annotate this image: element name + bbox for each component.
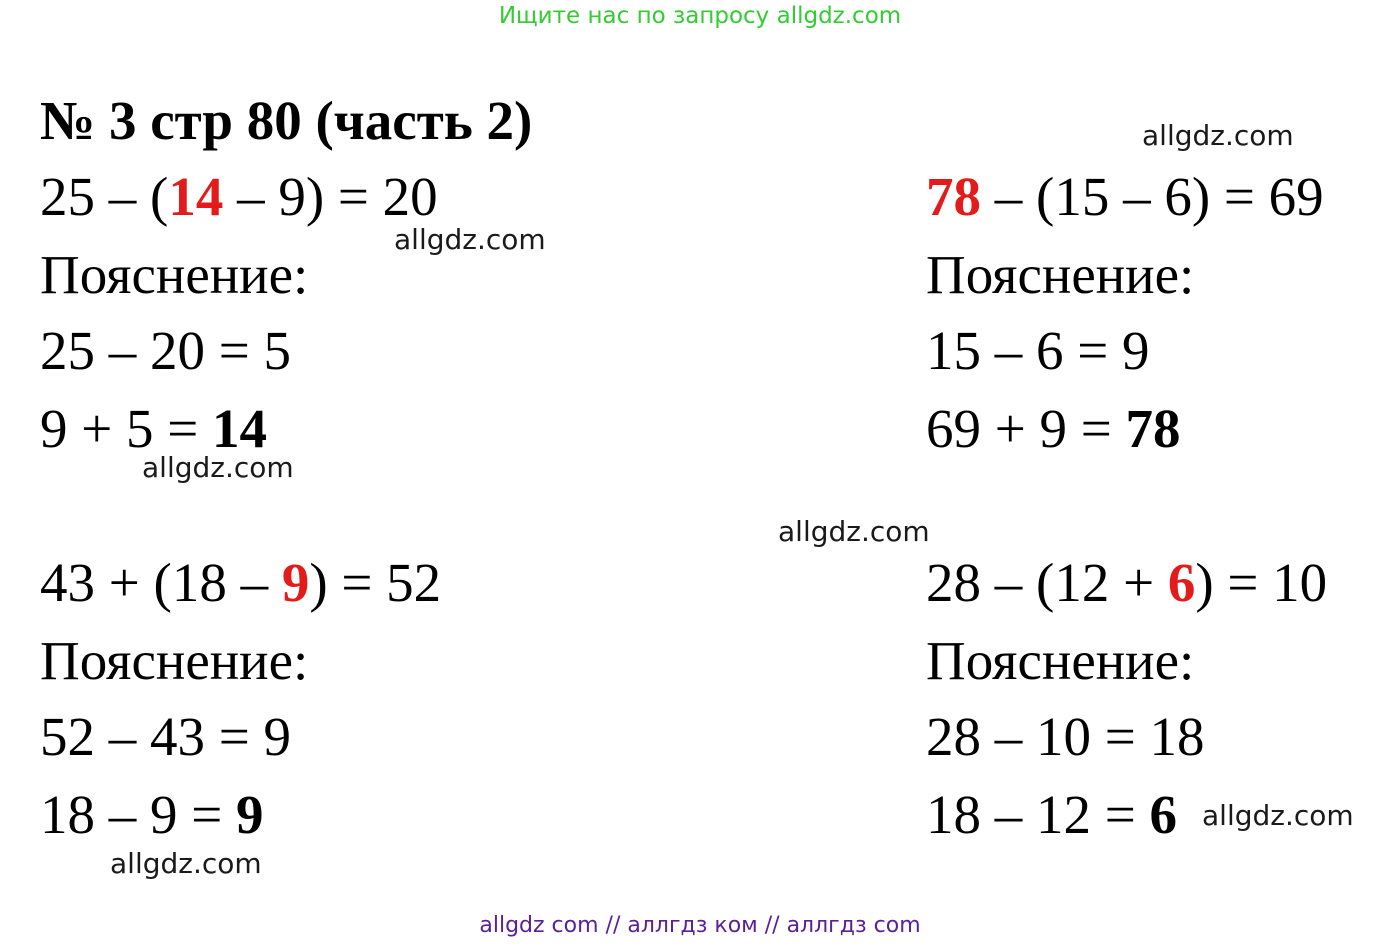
step-text: 18 – 12 = (926, 784, 1150, 845)
equation-4-end: ) = 10 (1195, 552, 1328, 613)
equation-1-start: 25 – ( (40, 166, 169, 227)
page-title: № 3 стр 80 (часть 2) (40, 90, 533, 151)
explanation-4-step-2 (926, 782, 1177, 848)
explanation-1-step-1 (40, 318, 291, 384)
equation-3-start: 43 + (18 – (40, 552, 282, 613)
equation-2-answer: 78 (926, 166, 981, 227)
equation-2-end: – (15 – 6) = 69 (981, 166, 1324, 227)
explanation-label-4: Пояснение: (926, 630, 1195, 691)
explanation-2-step-2 (926, 396, 1181, 462)
explanation-2-step-1 (926, 318, 1150, 384)
equation-1-answer: 14 (168, 166, 224, 227)
explanation-3-step-1 (40, 704, 291, 770)
watermark: allgdz.com (110, 847, 262, 880)
step-text: 28 – 10 = 18 (926, 706, 1205, 767)
step-text: 52 – 43 = 9 (40, 706, 292, 767)
step-result: 78 (1125, 398, 1181, 459)
equation-4-start: 28 – (12 + (926, 552, 1168, 613)
explanation-label-1: Пояснение: (40, 244, 309, 305)
watermark: allgdz.com (1202, 799, 1354, 832)
equation-3-answer: 9 (281, 552, 310, 613)
explanation-4-step-1 (926, 704, 1205, 770)
equation-1 (40, 164, 438, 230)
equation-2 (926, 164, 1324, 230)
step-result: 9 (236, 784, 264, 845)
step-result: 6 (1149, 784, 1178, 845)
equation-4-answer: 6 (1167, 552, 1196, 613)
equation-4 (926, 550, 1327, 616)
step-result: 14 (212, 398, 268, 459)
equation-3 (40, 550, 441, 616)
explanation-3-step-2 (40, 782, 264, 848)
equation-3-end: ) = 52 (309, 552, 442, 613)
step-text: 25 – 20 = 5 (40, 320, 292, 381)
step-text: 9 + 5 = (40, 398, 213, 459)
watermark: allgdz.com (142, 451, 294, 484)
watermark: allgdz.com (1142, 119, 1294, 152)
search-banner: Ищите нас по запросу allgdz.com (498, 3, 902, 29)
step-text: 15 – 6 = 9 (926, 320, 1150, 381)
watermark: allgdz.com (778, 515, 930, 548)
footer-links: allgdz com // аллгдз ком // аллгдз com (479, 913, 921, 938)
step-text: 69 + 9 = (926, 398, 1126, 459)
watermark: allgdz.com (394, 223, 546, 256)
explanation-label-2: Пояснение: (926, 244, 1195, 305)
step-text: 18 – 9 = (40, 784, 237, 845)
equation-1-end: – 9) = 20 (223, 166, 438, 227)
explanation-label-3: Пояснение: (40, 630, 309, 691)
